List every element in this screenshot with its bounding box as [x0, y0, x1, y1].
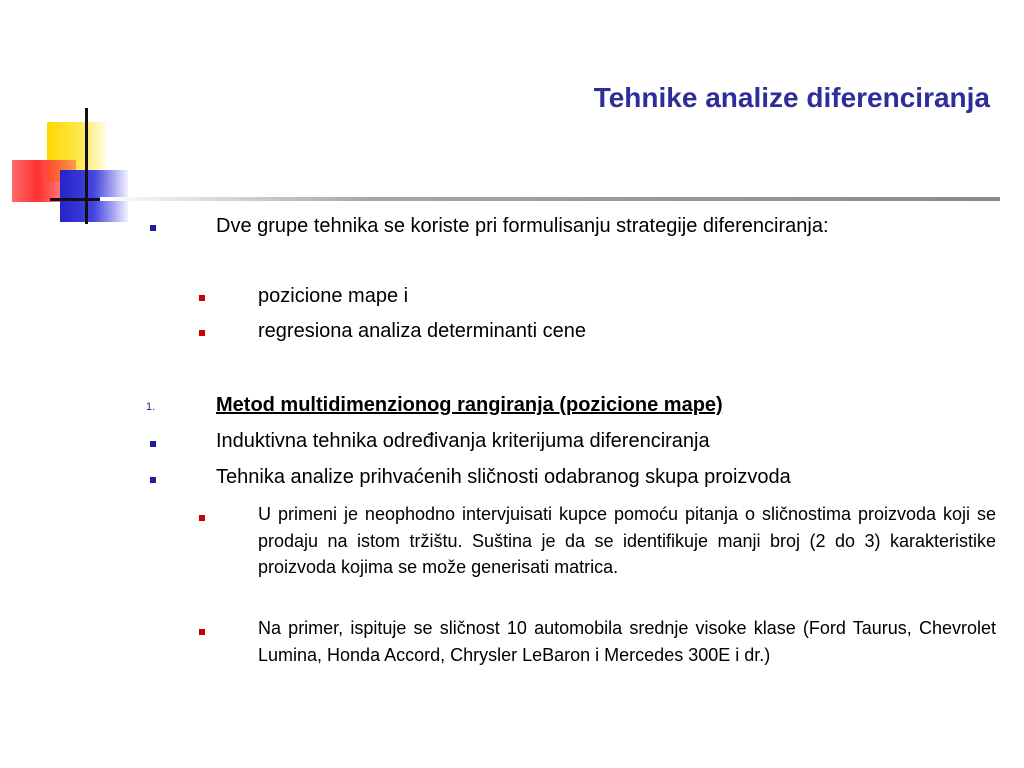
sub-bullet-text: U primeni je neophodno intervjuisati kupce pomoću pitanja o sličnostima proizvoda koji se prodaju na istom tržištu. Suština je da se identifikuje manji broj (2 do 3) karakteristike proizvoda kojima se može generisati matrica. [258, 504, 996, 577]
sub-bullet-square-icon [199, 515, 205, 521]
bullet-square-icon [150, 441, 156, 447]
slide-title: Tehnike analize diferenciranja [593, 82, 990, 113]
sub-bullet-square-icon [199, 330, 205, 336]
bullet-text: Dve grupe tehnika se koriste pri formulisanju strategije diferenciranja: [216, 215, 829, 237]
sub-bullet-text: regresiona analiza determinanti cene [258, 320, 586, 342]
sub-bullet-text: pozicione mape i [258, 285, 409, 307]
bullet-square-icon [150, 225, 156, 231]
bullet-square-icon [150, 477, 156, 483]
numbered-heading: Metod multidimenzionog rangiranja (pozicione mape) [216, 394, 723, 416]
logo-vertical-line [85, 108, 88, 224]
colored-squares-logo-icon [0, 100, 150, 230]
bullet-text: Induktivna tehnika određivanja kriterijuma diferenciranja [216, 430, 710, 452]
sub-bullet-square-icon [199, 295, 205, 301]
sub-bullet-square-icon [199, 629, 205, 635]
bullet-text: Tehnika analize prihvaćenih sličnosti odabranog skupa proizvoda [216, 466, 791, 488]
sub-bullet-text: Na primer, ispituje se sličnost 10 automobila srednje visoke klase (Ford Taurus, Chevrolet Lumina, Honda Accord, Chrysler LeBaron i Mercedes 300E i dr.) [258, 618, 996, 665]
blue-square [60, 170, 128, 222]
title-divider [100, 197, 1000, 201]
list-number: 1. [146, 401, 156, 413]
